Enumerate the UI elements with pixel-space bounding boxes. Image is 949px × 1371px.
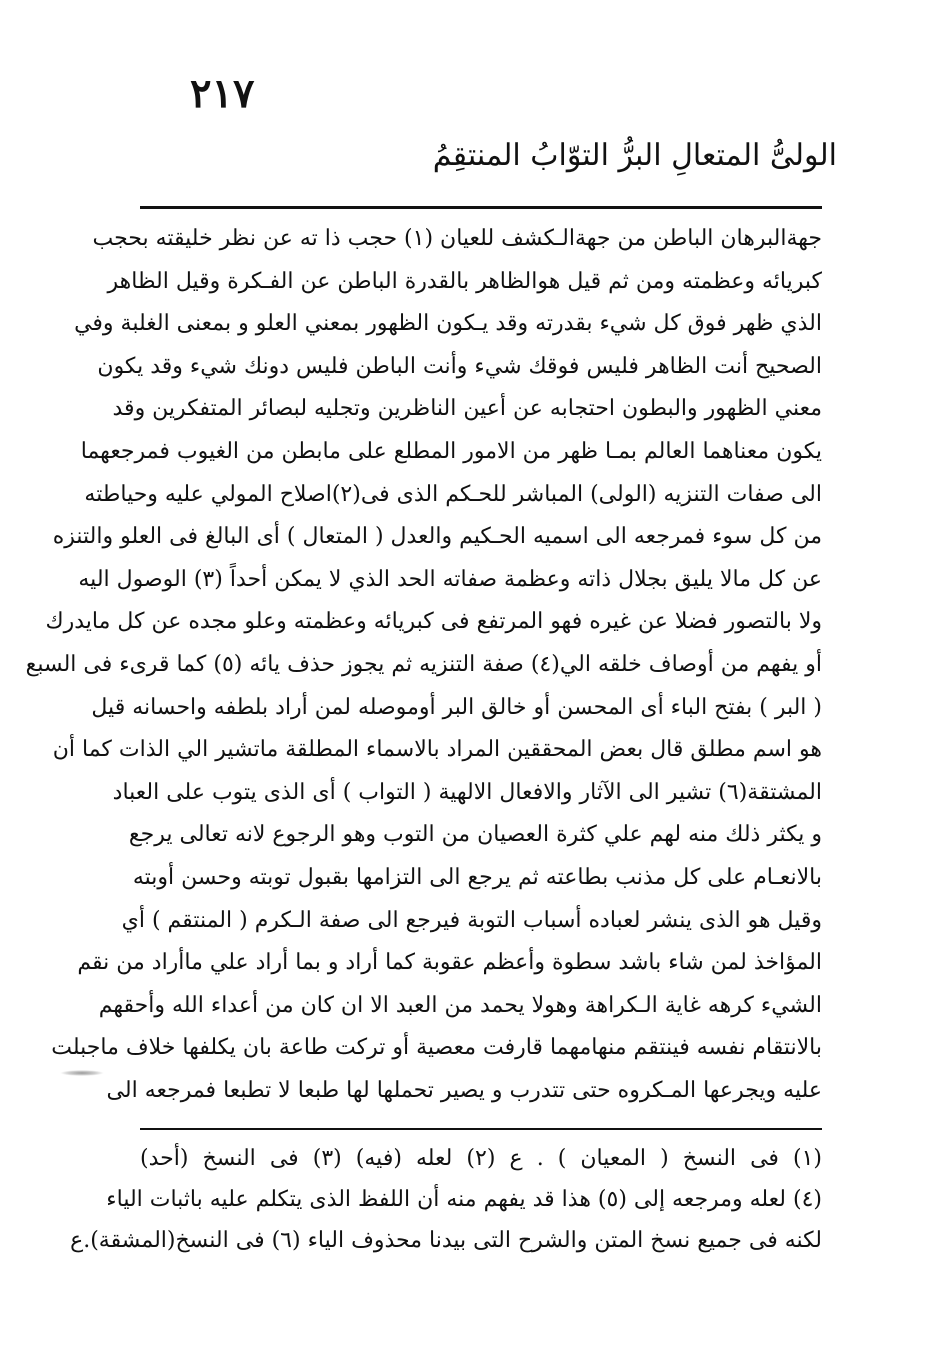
body-line: من كل سوء فمرجعه الى اسميه الحـكيم والعدل ( المتعال ) أى البالغ فى العلو والتنزه [52,524,822,550]
body-line: جهةالبرهان الباطن من جهةالـكشف للعيان (١) حجب ذا ته عن نظر خليقته بحجب [92,226,822,251]
running-head: الولىُّ المتعالِ البرُّ التوّابُ المنتقِمُ [432,138,837,173]
body-line: ولا بالتصور فضلا عن غيره فهو المرتفع فى كبريائه وعظمته وعلو مجده عن كل مايدرك [45,609,822,635]
body-line: و يكثر ذلك منه لهم علي كثرة العصيان من التوب وهو الرجوع لانه تعالى يرجع [128,822,822,848]
body-line: كبريائه وعظمته ومن ثم قيل هوالظاهر بالقدرة الباطن عن الفـكرة وقيل الظاهر [107,268,822,294]
body-line: ( البر ) بفتح الباء أى المحسن أو خالق البر أوموصله لمن أراد بلطفه واحسانه قيل [91,694,822,720]
body-line: معني الظهور والبطون احتجابه عن أعين الناظرين وتجليه لبصائر المتفكرين وقد [112,396,822,422]
body-line: وقيل هو الذى ينشر لعباده أسباب التوبة فيرجع الى صفة الـكرم ( المنتقم ) أي [121,907,822,933]
header-rule [140,206,822,209]
body-line: عليه ويجرعها المـكروه حتى تتدرب و يصير تحملها لها طبعا لا تطبعا فمرجعه الى [106,1077,822,1103]
footnote-rule [140,1128,822,1130]
footnote-line: لكنه فى جميع نسخ المتن والشرح التى بيدنا محذوف الياء (٦) فى النسخ(المشقة).ع [70,1228,822,1253]
body-line: الذي ظهر فوق كل شيء بقدرته وقد يـكون الظهور بمعني العلو و بمعنى الغلبة وفي [74,311,822,337]
body-line: الصحيح أنت الظاهر فليس فوقك شيء وأنت الباطن فليس دونك شيء وقد يكون [97,353,822,379]
footnote-line: (١) فى النسخ ( المعيان ) . ع (٢) لعله (فيه) (٣) فى النسخ (أحد) [140,1146,823,1171]
body-text [25,218,822,1112]
page-number: ٢١٧ [190,70,255,117]
footnotes [70,1138,823,1261]
body-line: يكون معناهما العالم بمـا ظهر من الامور المطلع على مابطن من الغيوب فمرجعهما [80,438,822,464]
body-line: المؤاخذ لمن شاء باشد سطوة وأعظم عقوبة كما أراد و بما أراد علي ماأراد من نقم [77,950,822,976]
body-line: الى صفات التنزيه (الولى) المباشر للحـكم الذى فى(٢)اصلاح المولي عليه وحياطته [84,481,822,507]
body-line: الشيء كرهه غاية الـكراهة وهولا يحمد من العبد الا ان كان من أعداء الله وأحقهم [98,992,822,1018]
scan-speck [60,1070,104,1076]
body-line: عن كل مالا يليق بجلال ذاته وعظمة صفاته الحد الذي لا يمكن أحداً (٣) الوصول اليه [78,566,822,592]
body-line: أو يفهم من أوصاف خلقه الي(٤) صفة التنزيه ثم يجوز حذف يائه (٥) كما قرىء فى السبع [25,651,822,677]
body-line: بالانتقام نفسه فينتقم منهامهما قارفت معصية أو تركت طاعة بان يكلفها خلاف ماجبلت [51,1035,822,1061]
body-line: بالانعـام على كل مذنب بطاعته ثم يرجع الى التزامها بقبول توبته وحسن أوبته [132,864,822,890]
body-line: المشتقة(٦) تشير الى الآثار والافعال الالهية ( التواب ) أى الذى يتوب على العباد [112,779,822,805]
body-line: هو اسم مطلق قال بعض المحققين المراد بالاسماء المطلقة ماتشير الي الذات كما أن [52,737,822,763]
footnote-line: (٤) لعله ومرجعه إلى (٥) هذا قد يفهم منه أن اللفظ الذى يتكلم عليه باثبات الياء [106,1187,822,1212]
